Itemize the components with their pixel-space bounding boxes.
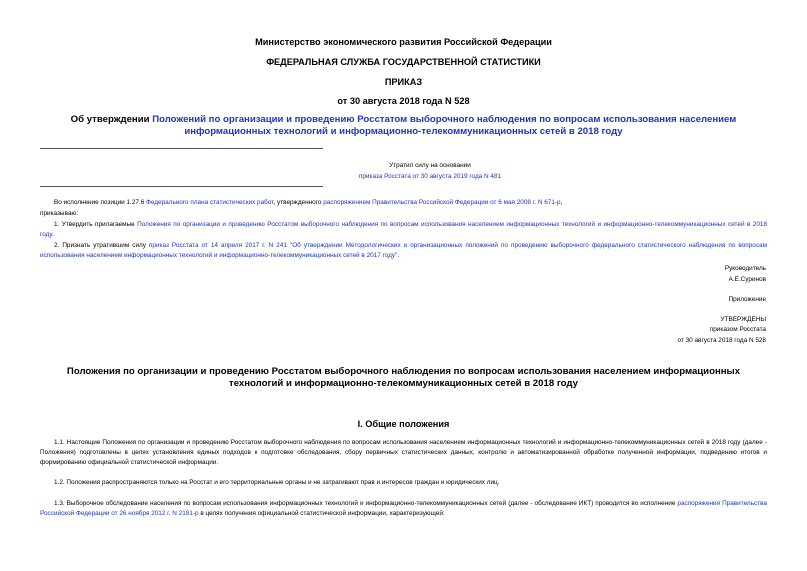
paragraph-1-2: 1.2. Положения распространяются только на Росстат и его территориальные органы и не затрагивают прав и интересов граждан и юридических лиц. (54, 479, 500, 486)
ministry-name: Министерство экономического развития Российской Федерации (255, 37, 552, 47)
status-note-text: Утратил силу на основании (389, 162, 471, 169)
document-title (40, 114, 767, 138)
service-name: ФЕДЕРАЛЬНАЯ СЛУЖБА ГОСУДАРСТВЕННОЙ СТАТИСТИКИ (266, 57, 541, 67)
signature-name: А.Е.Суринов (728, 276, 766, 283)
p13-link[interactable]: распоряжения Правительства Российской Федерации от 26 ноября 2012 г. N 2191-р (40, 500, 767, 517)
intro-text-3: , (560, 199, 563, 206)
paragraph-1-3 (40, 499, 767, 519)
appendix-label: Приложение (728, 296, 766, 303)
appendix-approved: УТВЕРЖДЕНЫ (720, 316, 766, 323)
order-item-2 (40, 241, 767, 261)
p13-text-b: в целях получения официальной статистической информации, характеризующей: (198, 510, 445, 517)
regulation-title: Положения по организации и проведению Росстатом выборочного наблюдения по вопросам использования населением информационных технологий и информационно-телекоммуникационных сетей в 2018 году (66, 366, 741, 389)
status-note-link[interactable]: приказа Росстата от 30 августа 2019 года N 481 (358, 173, 502, 180)
order-word: приказываю: (40, 210, 78, 217)
intro-text-1: Во исполнение позиции 1.27.6 (54, 199, 147, 206)
signature-position: Руководитель (724, 265, 766, 272)
item1-prefix: 1. Утвердить прилагаемые (54, 221, 138, 228)
doc-type: ПРИКАЗ (384, 77, 423, 87)
intro-link-plan[interactable]: Федерального плана статистических работ (146, 199, 274, 206)
order-item-1 (40, 220, 767, 240)
appendix-date-number: от 30 августа 2018 года N 528 (677, 337, 766, 344)
order-date-number: от 30 августа 2018 года N 528 (337, 96, 470, 106)
intro-text-2: , утвержденного (273, 199, 324, 206)
divider-bottom (40, 186, 323, 187)
title-prefix: Об утверждении (70, 114, 153, 125)
item2-link[interactable]: приказ Росстата от 14 апреля 2017 г. N 241 "Об утверждении Методологических и организационных положений по проведению выборочного федерального статистического наблюдения по вопросам использования населением информационных технологий и информационно-телекоммуникационных сетей в 2017 году" (40, 242, 767, 259)
intro-link-decree[interactable]: распоряжением Правительства Российской Федерации от 6 мая 2008 г. N 671-р (323, 199, 561, 206)
item1-suffix: . (51, 231, 54, 238)
item1-link[interactable]: Положения по организации и проведению Росстатом выборочного наблюдения по вопросам использования населением информационных технологий и информационно-телекоммуникационных сетей в 2018 году (40, 221, 767, 238)
p13-text-a: 1.3. Выборочное обследование населения по вопросам использования информационных технологий и информационно-телекоммуникационных сетей (далее - обследование ИКТ) проводится во исполнение (54, 500, 678, 507)
status-note (280, 160, 580, 182)
title-link[interactable]: Положений по организации и проведению Росстатом выборочного наблюдения по вопросам использования населением информационных технологий и информационно-телекоммуникационных сетей в 2018 году (152, 114, 737, 137)
appendix-by-order: приказом Росстата (709, 326, 766, 333)
item2-suffix: . (397, 252, 400, 259)
paragraph-1-1: 1.1. Настоящие Положения по организации и проведению Росстатом выборочного наблюдения по вопросам использования населением информационных технологий и информационно-телекоммуникационных сетей в 2018 году (далее - Положения) подготовлены в целях установления единых подходов к подготовке обследования, сбору первичных статистических данных, контролю и автоматизированной обработке полученной информации, подведению итогов и формированию официальной статистической информации. (40, 439, 767, 466)
item2-prefix: 2. Признать утратившим силу (54, 242, 149, 249)
intro-paragraph (54, 198, 562, 208)
divider-top (40, 148, 323, 149)
section-heading: I. Общие положения (357, 419, 450, 429)
